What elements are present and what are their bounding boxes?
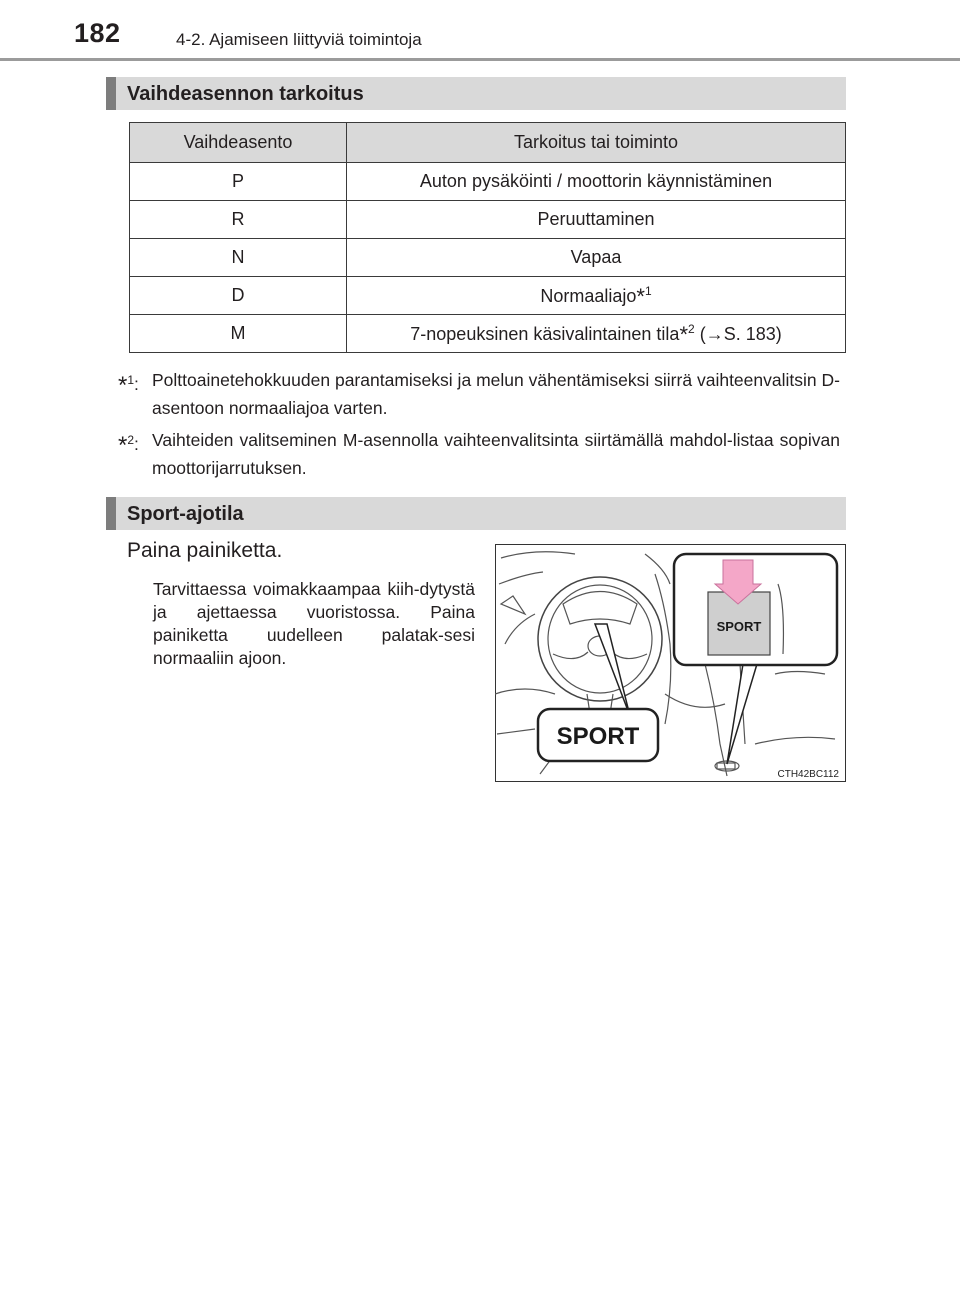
table-row xyxy=(130,239,846,277)
footnote-ref: 2 xyxy=(688,322,695,336)
table-row xyxy=(130,201,846,239)
table-header-row xyxy=(130,123,846,163)
gear-cell: P xyxy=(130,163,347,201)
purpose-cell xyxy=(347,315,846,353)
sport-label-small: SPORT xyxy=(716,619,762,634)
purpose-cell: Auton pysäköinti / moottorin käynnistäminen xyxy=(347,163,846,201)
purpose-cell: Peruuttaminen xyxy=(347,201,846,239)
footnote-ref: 1 xyxy=(644,284,652,298)
figure-code: CTH42BC112 xyxy=(777,769,839,780)
footnote-text: Polttoainetehokkuuden parantamiseksi ja melun vähentämiseksi siirrä vaihteenvalitsin D-asentoon normaaliajoa varten. xyxy=(152,370,840,418)
page-reference: (→S. 183) xyxy=(694,324,782,344)
gear-cell: D xyxy=(130,277,347,315)
purpose-cell xyxy=(347,277,846,315)
gear-position-table xyxy=(129,122,846,353)
table-row xyxy=(130,277,846,315)
section-title: Sport-ajotila xyxy=(127,503,244,525)
footnote-marker: *$^2$: xyxy=(118,432,139,459)
step-instruction: Paina painiketta. xyxy=(127,539,283,562)
footnote-2 xyxy=(118,426,840,482)
table-row xyxy=(130,163,846,201)
footnote-star-icon: * xyxy=(636,284,645,309)
section-title: Vaihdeasennon tarkoitus xyxy=(127,83,364,105)
column-header-purpose: Tarkoitus tai toiminto xyxy=(347,123,846,163)
running-header: 4-2. Ajamiseen liittyviä toimintoja xyxy=(176,30,422,49)
footnote-star-icon: * xyxy=(118,432,128,459)
footnote-star-icon: * xyxy=(679,322,689,347)
step-description: Tarvittaessa voimakkaampaa kiih-dytystä ja ajettaessa vuoristossa. Paina painiketta uudelleen palatak-sesi normaaliin ajoon. xyxy=(153,579,475,668)
purpose-text: Normaaliajo xyxy=(540,286,637,306)
sport-button-illustration xyxy=(495,544,846,782)
column-header-gear: Vaihdeasento xyxy=(130,123,347,163)
footnote-marker: *$^1$: xyxy=(118,372,139,399)
gear-cell: N xyxy=(130,239,347,277)
footnote-1 xyxy=(118,366,840,422)
purpose-text: 7-nopeuksinen käsivalintainen tila xyxy=(410,324,680,344)
gear-cell: M xyxy=(130,315,347,353)
page-number: 182 xyxy=(74,18,121,48)
table-row xyxy=(130,315,846,353)
footnote-star-icon: * xyxy=(118,372,128,399)
purpose-cell: Vapaa xyxy=(347,239,846,277)
header-divider xyxy=(0,58,960,61)
gear-cell: R xyxy=(130,201,347,239)
section-heading-gear-purpose xyxy=(106,77,846,110)
footnote-text: Vaihteiden valitseminen M-asennolla vaihteenvalitsinta siirtämällä mahdol-listaa sopivan moottorijarrutuksen. xyxy=(152,430,840,478)
section-heading-sport-mode xyxy=(106,497,846,530)
sport-label-large: SPORT xyxy=(556,723,640,750)
